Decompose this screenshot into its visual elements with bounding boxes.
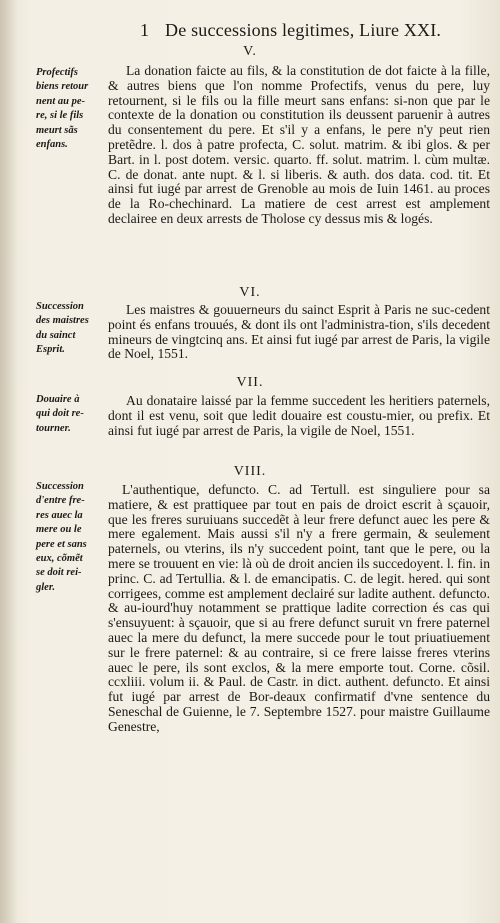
section-number-vi: VI. xyxy=(239,285,261,300)
section-number-viii: VIII. xyxy=(233,464,267,479)
section-number-vii: VII. xyxy=(236,375,264,390)
section-number-v: V. xyxy=(243,44,257,59)
margin-line: pere et sans xyxy=(36,538,87,550)
margin-line: d'entre fre- xyxy=(36,495,85,507)
margin-line: du sainct xyxy=(36,329,76,341)
margin-note-v xyxy=(36,66,108,152)
margin-line: gler. xyxy=(36,581,55,593)
margin-line: meurt sãs xyxy=(36,124,78,136)
margin-line: Profectifs xyxy=(36,67,78,78)
margin-line: tourner. xyxy=(36,422,71,434)
paragraph-vi: Les maistres & gouuerneurs du sainct Esprit à Paris ne suc-cedent point és enfans trouués, & dont ils ont l'administra-tion, s'ils decedent mineurs de vingtcinq ans. Et ainsi fut iugé par arrest de Paris, la vigile de Noel, 1551. xyxy=(108,302,490,362)
margin-note-viii xyxy=(36,480,108,595)
folio-number: 1 xyxy=(140,20,150,40)
paragraph-v: La donation faicte au fils, & la constitution de dot faicte à la fille, & autres biens que l'on nomme Profectifs, venus du pere, luy retournent, si le fils ou la fille meurt sans enfans: si-non que par le contexte de la donation ou constitution ils deussent paruenir à autres du consentement du pere. Et s'il y a enfans, le pere n'y peut rien pretẽdre. l. dos à patre profecta, C. solut. matrim. & ibi glos. & per Bart. in l. post dotem. versic. quarto. ff. solut. matrim. l. cùm multæ. C. de donat. ante nupt. & l. si liberis. & auth. dos data. cod. tit. Et ainsi fut iugé par arrest de Grenoble au mois de Iuin 1461. au proces de la Ro-chechinard. La matiere de cest arrest est amplement declairee en deux arrests de Tholose cy dessus mis & logés. xyxy=(108,63,490,226)
margin-line: des maistres xyxy=(36,315,89,327)
margin-line: se doit rei- xyxy=(36,567,82,579)
margin-line: nent au pe- xyxy=(36,95,86,107)
margin-note-vi xyxy=(36,300,108,358)
margin-line: Succession xyxy=(36,481,84,492)
margin-line: enfans. xyxy=(36,139,68,151)
margin-line: Esprit. xyxy=(36,344,65,356)
margin-line: biens retour xyxy=(36,81,89,93)
margin-line: re, si le fils xyxy=(36,110,84,122)
spine-shadow xyxy=(0,0,18,923)
margin-note-vii xyxy=(36,393,108,436)
margin-line: Succession xyxy=(36,301,84,312)
margin-line: Douaire à xyxy=(36,394,80,405)
margin-line: mere ou le xyxy=(36,524,82,536)
paragraph-viii: L'authentique, defuncto. C. ad Tertull. est singuliere pour sa matiere, & est prattiquee par tout en pais de droict escrit à sçauoir, que les freres suruiuans succedẽt à leur frere defunct auec les pere & mere egalement. Mais aussi s'il n'y a frere germain, & seulement paternels, ou vterins, ils n'y succedent point, tant que le pere, ou la mere se trouuent en vie: là où de droit ancien ils succedoyent. l. fin. in princ. C. ad Tertullia. & l. de emancipatis. C. de legit. hered. qui sont corrigees, comme est amplement declairé sur ladite authent. defuncto. & au-iourd'huy notamment se prattique ladite correction és cas qui s'ensuyuent: à sçauoir, que si au frere defunct suruit vn frere paternel auec la mere du defunct, la mere succede pour le tout priuatiuement sur le frere paternel: & au contraire, si ce frere laisse freres vterins auec le pere, ils sont exclos, & la mere emporte tout. Corne. cõsil. ccxliii. volum ii. & Paul. de Castr. in dict. authent. defuncto. Et ainsi fut iugé par arrest de Bor-deaux confirmatif d'vne sentence du Seneschal de Guienne, le 7. Septembre 1527. pour maistre Guillaume Genestre, xyxy=(108,482,490,734)
margin-line: qui doit re- xyxy=(36,408,84,420)
margin-line: res auec la xyxy=(36,509,83,521)
paragraph-vii: Au donataire laissé par la femme succedent les heritiers paternels, dont il est venu, soit que ledit douaire est coustu-mier, ou prefix. Et ainsi fut iugé par arrest de Paris, la vigile de Noel, 1551. xyxy=(108,393,490,438)
margin-line: eux, cõmẽt xyxy=(36,553,83,565)
running-header xyxy=(0,18,500,46)
running-title: De successions legitimes, Liure XXI. xyxy=(165,20,442,40)
